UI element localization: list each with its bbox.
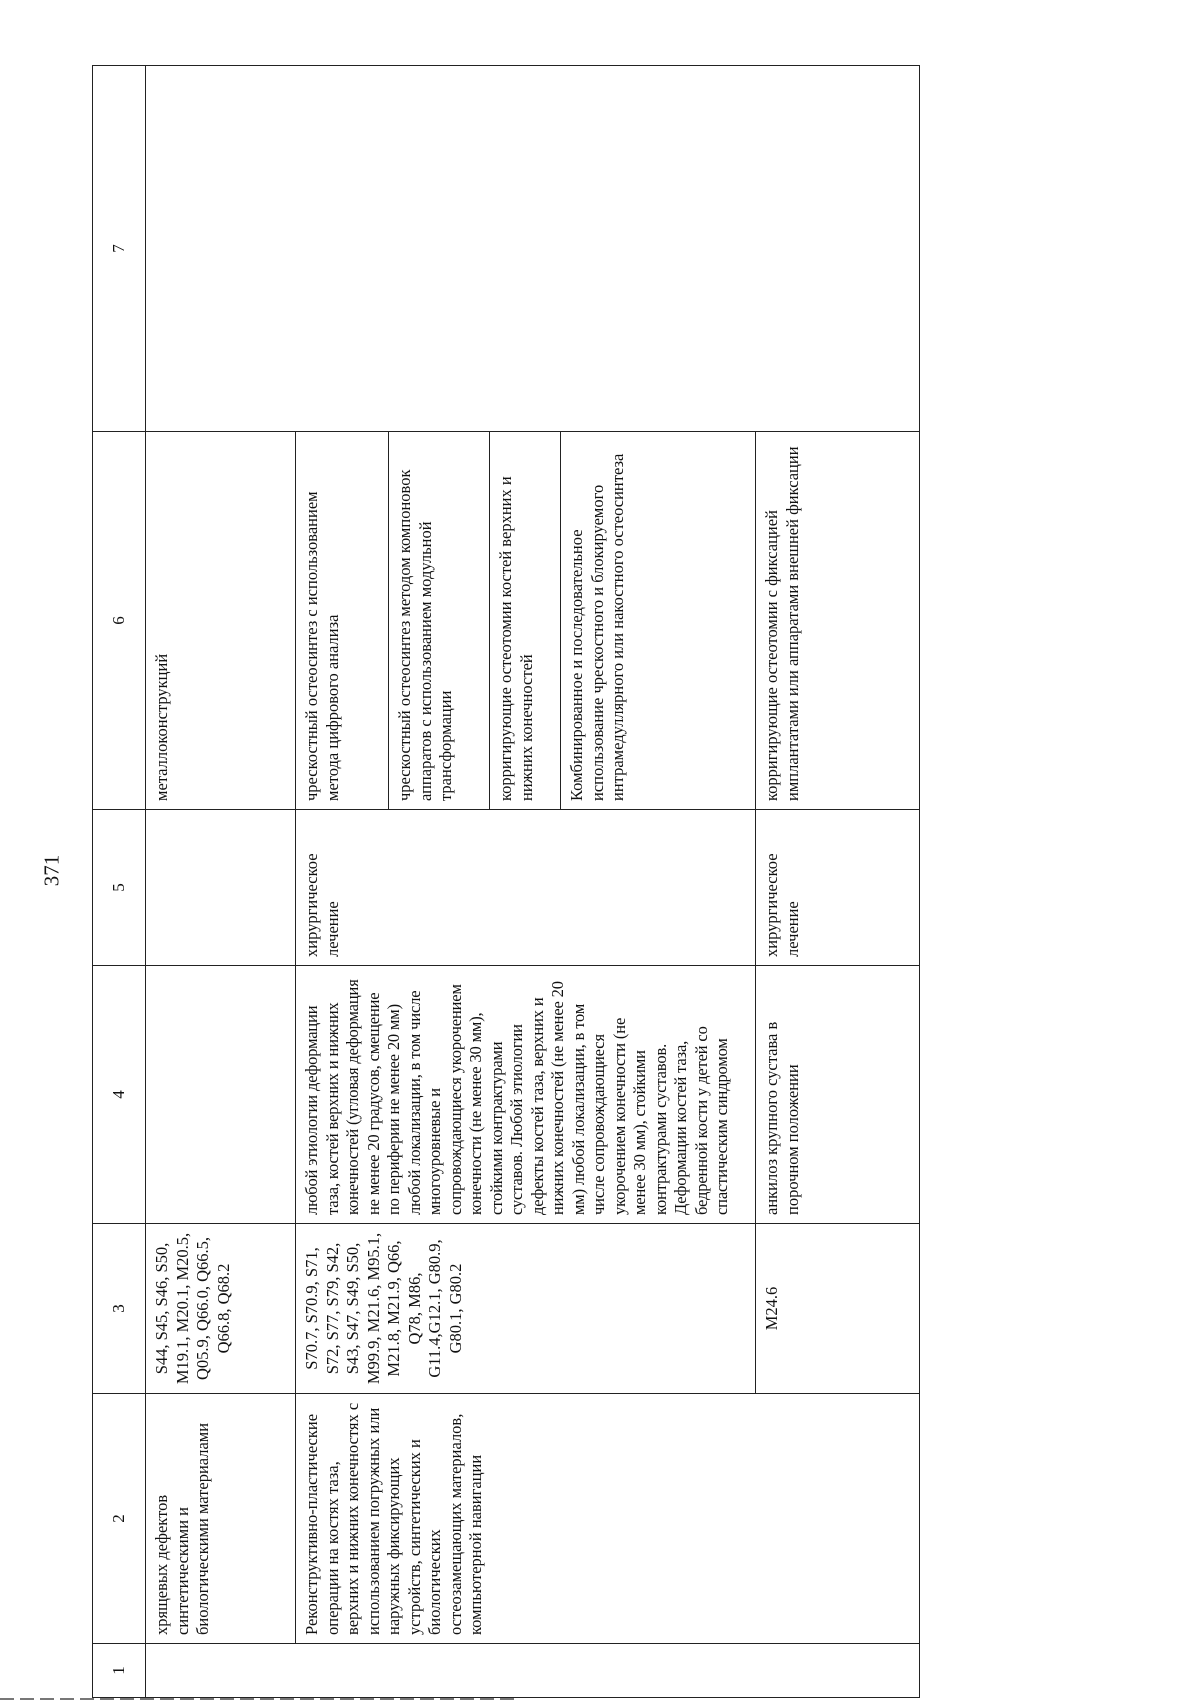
cell-model-patient: анкилоз крупного сустава в порочном положении xyxy=(756,966,920,1224)
method-item: чрескостный остеосинтез методом компоновок аппаратов с использованием модульной трансформации xyxy=(389,432,490,809)
cell-treatment-methods xyxy=(296,432,756,810)
cell-icd-codes: S70.7, S70.9, S71, S72, S77, S79, S42, S43, S47, S49, S50, M99.9, M21.6, M95.1, M21.8, M21.9, Q66, Q78, M86, G11.4,G12.1, G80.9, G80.1, G80.2 xyxy=(296,1224,756,1394)
column-number: 7 xyxy=(93,66,146,432)
cell-col7 xyxy=(146,66,920,432)
cell-procedure-name: Реконструктивно-пластические операции на костях таза, верхних и нижних конечностях с использованием погружных или наружных фиксирующих устройств, синтетических и биологических остеозамещающих материалов, компьютерной навигации xyxy=(296,1394,920,1644)
cell-treatment-type: хирургическое лечение xyxy=(756,810,920,966)
column-number: 2 xyxy=(93,1394,146,1644)
column-number: 6 xyxy=(93,432,146,810)
cell-model-patient: любой этиологии деформации таза, костей верхних и нижних конечностей (угловая деформация не менее 20 градусов, смещение по периферии не менее 20 мм) любой локализации, в том числе многоуровневые и сопровождающиеся укорочением конечности (не менее 30 мм), стойкими контрактурами суставов. Любой этиологии дефекты костей таза, верхних и нижних конечностей (не менее 20 мм) любой локализации, в том числе сопровождающиеся укорочением конечности (не менее 30 мм), стойкими контрактурами суставов. Деформации костей таза, бедренной кости у детей со спастическим синдромом xyxy=(296,966,756,1224)
column-number: 1 xyxy=(93,1644,146,1698)
page-number: 371 xyxy=(39,854,64,887)
cell-icd-codes: M24.6 xyxy=(756,1224,920,1394)
table-row xyxy=(146,66,296,1698)
cell-treatment-method: корригирующие остеотомии с фиксацией имплантатами или аппаратами внешней фиксации xyxy=(756,432,920,810)
cell-icd-codes: S44, S45, S46, S50, M19.1, M20.1, M20.5, Q05.9, Q66.0, Q66.5, Q66.8, Q68.2 xyxy=(146,1224,296,1394)
document-table-rotated xyxy=(92,66,920,1698)
treatment-table xyxy=(92,65,920,1698)
cell-col1 xyxy=(146,1644,920,1698)
method-item: чрескостный остеосинтез с использованием метода цифрового анализа xyxy=(296,432,389,809)
column-number-row xyxy=(93,66,146,1698)
cell-model-patient xyxy=(146,966,296,1224)
column-number: 5 xyxy=(93,810,146,966)
cell-treatment-type: хирургическое лечение xyxy=(296,810,756,966)
method-item: корригирующие остеотомии костей верхних и нижних конечностей xyxy=(490,432,561,809)
method-item: Комбинированное и последовательное использование чрескостного и блокируемого интрамедуллярного или накостного остеосинтеза xyxy=(567,453,627,801)
column-number: 3 xyxy=(93,1224,146,1394)
scan-artifact-line xyxy=(0,1698,520,1700)
cell-procedure-name: хрящевых дефектов синтетическими и биологическими материалами xyxy=(146,1394,296,1644)
column-number: 4 xyxy=(93,966,146,1224)
cell-treatment-type xyxy=(146,810,296,966)
cell-treatment-method: металлоконструкций xyxy=(146,432,296,810)
